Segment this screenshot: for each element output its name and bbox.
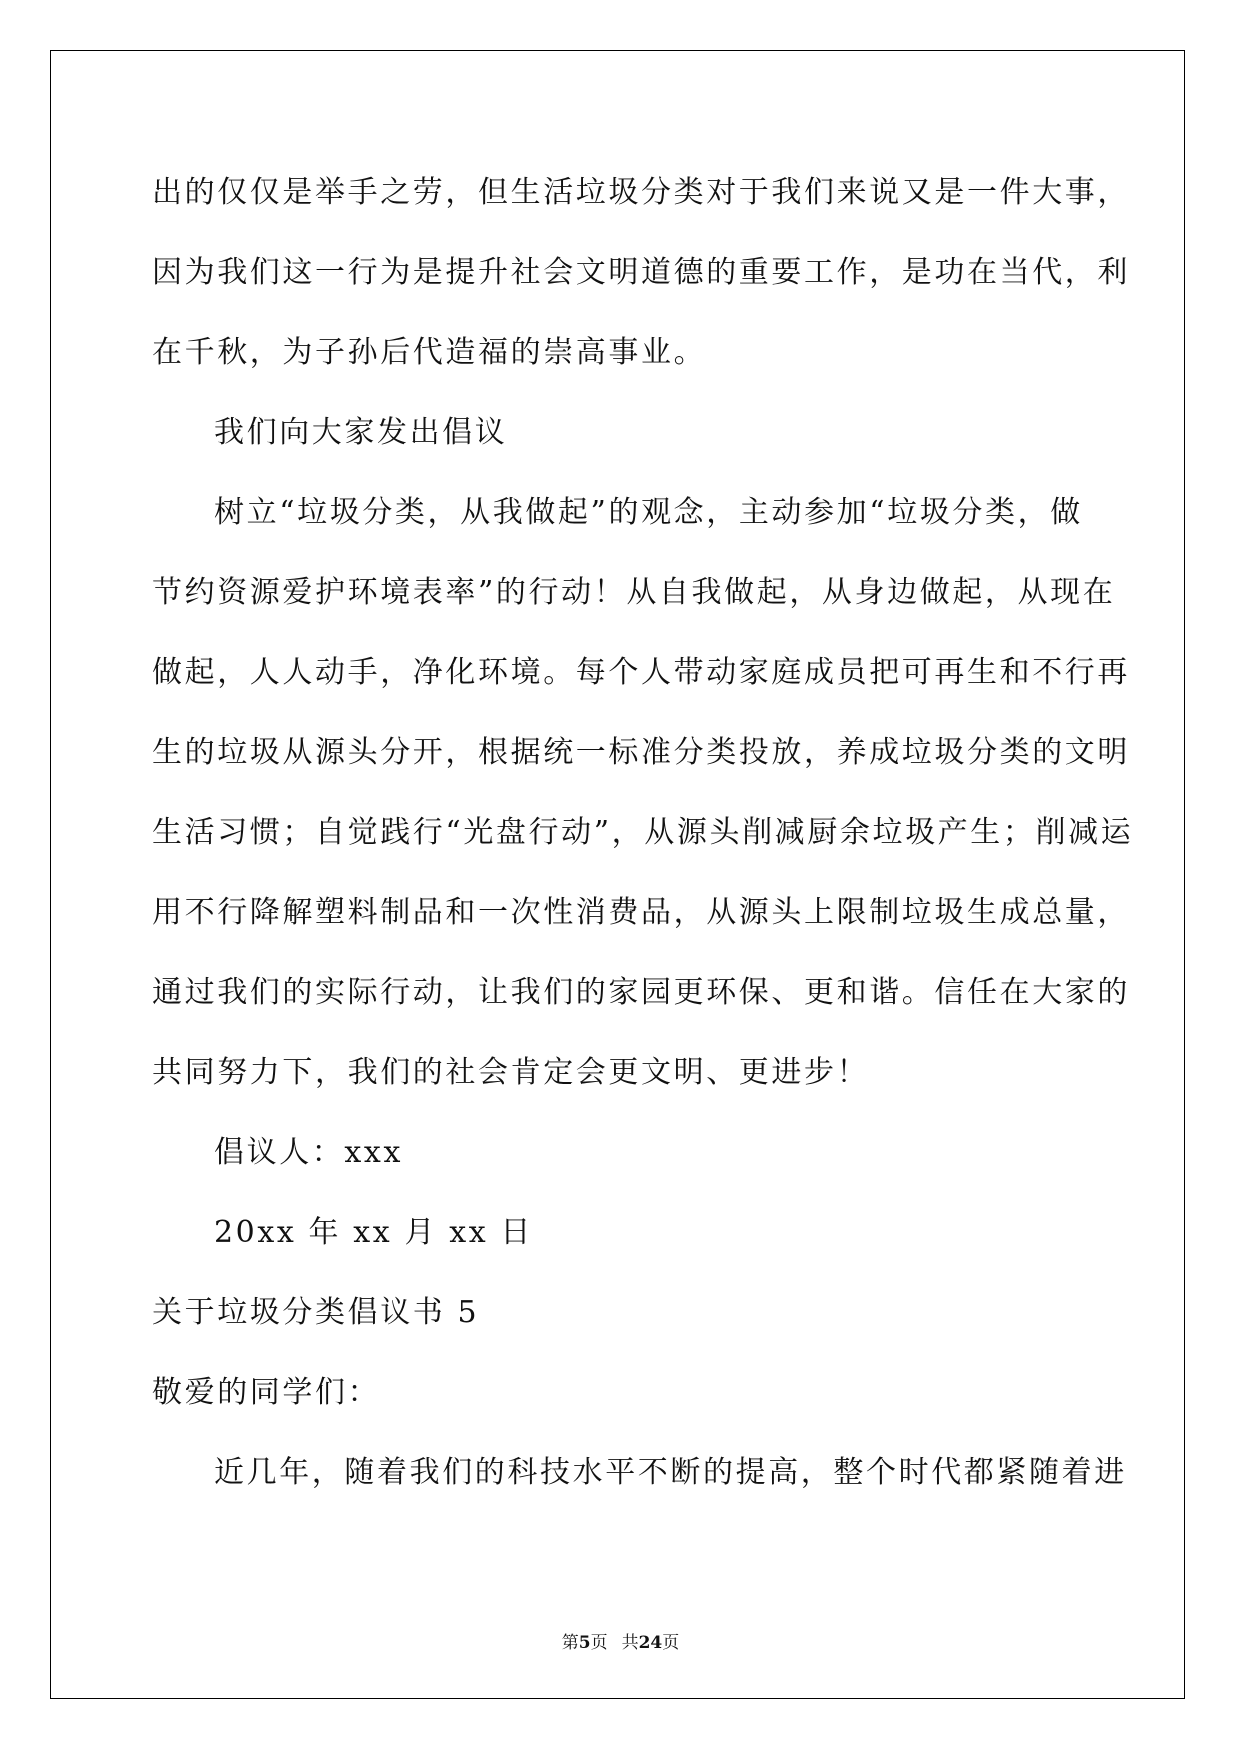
footer-total-prefix: 共 bbox=[621, 1633, 639, 1653]
body-line: 用不行降解塑料制品和一次性消费品，从源头上限制垃圾生成总量， bbox=[152, 895, 1130, 930]
body-line: 我们向大家发出倡议 bbox=[214, 415, 508, 450]
body-line: 生的垃圾从源头分开，根据统一标准分类投放，养成垃圾分类的文明 bbox=[152, 735, 1130, 770]
footer-page-number: 5 bbox=[578, 1633, 591, 1653]
body-line: 做起，人人动手，净化环境。每个人带动家庭成员把可再生和不行再 bbox=[152, 655, 1130, 690]
body-line: 生活习惯；自觉践行“光盘行动”，从源头削减厨余垃圾产生；削减运 bbox=[152, 815, 1134, 850]
footer-page-unit: 页 bbox=[590, 1633, 608, 1653]
body-line: 在千秋，为子孙后代造福的崇高事业。 bbox=[152, 335, 707, 370]
footer-prefix: 第 bbox=[561, 1633, 579, 1653]
body-line: 树立“垃圾分类，从我做起”的观念，主动参加“垃圾分类，做 bbox=[214, 495, 1083, 530]
footer-total-unit: 页 bbox=[662, 1633, 680, 1653]
footer-total-pages: 24 bbox=[638, 1633, 663, 1653]
body-line: 节约资源爱护环境表率”的行动！从自我做起，从身边做起，从现在 bbox=[152, 575, 1116, 610]
salutation: 敬爱的同学们： bbox=[152, 1375, 381, 1410]
body-line: 通过我们的实际行动，让我们的家园更环保、更和谐。信任在大家的 bbox=[152, 975, 1130, 1010]
page-border bbox=[50, 50, 1185, 1699]
body-line: 因为我们这一行为是提升社会文明道德的重要工作，是功在当代，利 bbox=[152, 255, 1130, 290]
body-line: 共同努力下，我们的社会肯定会更文明、更进步！ bbox=[152, 1055, 870, 1090]
signature-line: 倡议人：xxx bbox=[214, 1135, 403, 1170]
date-line: 20xx 年 xx 月 xx 日 bbox=[214, 1215, 533, 1250]
section-title: 关于垃圾分类倡议书 5 bbox=[152, 1295, 480, 1330]
body-line: 出的仅仅是举手之劳，但生活垃圾分类对于我们来说又是一件大事， bbox=[152, 175, 1130, 210]
body-line: 近几年，随着我们的科技水平不断的提高，整个时代都紧随着进 bbox=[214, 1455, 1127, 1490]
page-footer bbox=[0, 1628, 1241, 1653]
